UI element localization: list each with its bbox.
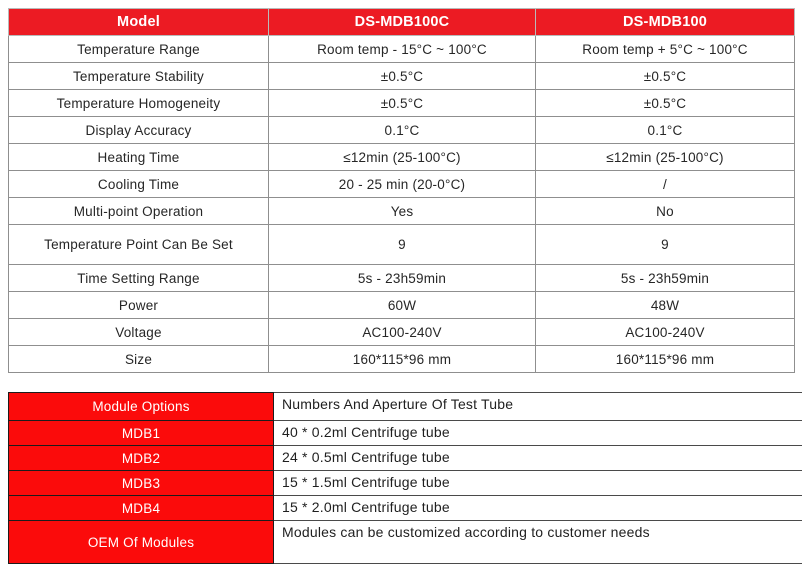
spec-label-cell: Multi-point Operation [9,198,269,225]
module-label-cell: MDB3 [9,471,274,496]
spec-table-body [9,36,795,373]
module-row [9,496,802,521]
spec-row [9,319,795,346]
spec-value-cell-mdb100: ±0.5°C [536,90,795,117]
spec-row [9,90,795,117]
module-label-cell: OEM Of Modules [9,521,274,564]
module-row [9,446,802,471]
column-header-ds-mdb100c: DS-MDB100C [269,9,536,36]
spec-value-cell-mdb100c: 9 [269,225,536,265]
module-value-cell: 24 * 0.5ml Centrifuge tube [274,446,802,471]
module-value-cell: 40 * 0.2ml Centrifuge tube [274,421,802,446]
spec-value-cell-mdb100c: 0.1°C [269,117,536,144]
module-value-cell: 15 * 1.5ml Centrifuge tube [274,471,802,496]
spec-value-cell-mdb100c: 160*115*96 mm [269,346,536,373]
spec-value-cell-mdb100c: 60W [269,292,536,319]
spec-value-cell-mdb100c: ±0.5°C [269,63,536,90]
spec-table [8,8,795,373]
spec-label-cell: Power [9,292,269,319]
spec-value-cell-mdb100c: 20 - 25 min (20-0°C) [269,171,536,198]
spec-table-header [9,9,795,36]
spec-row [9,63,795,90]
spec-value-cell-mdb100c: ≤12min (25-100°C) [269,144,536,171]
spec-label-cell: Heating Time [9,144,269,171]
spec-label-cell: Temperature Homogeneity [9,90,269,117]
module-label-cell: MDB1 [9,421,274,446]
spec-value-cell-mdb100c: Room temp - 15°C ~ 100°C [269,36,536,63]
spec-label-cell: Size [9,346,269,373]
spec-value-cell-mdb100c: Yes [269,198,536,225]
spec-value-cell-mdb100: 48W [536,292,795,319]
module-row [9,421,802,446]
column-header-model: Model [9,9,269,36]
spec-value-cell-mdb100: / [536,171,795,198]
spec-row [9,265,795,292]
spec-value-cell-mdb100c: 5s - 23h59min [269,265,536,292]
spec-value-cell-mdb100: ±0.5°C [536,63,795,90]
spec-label-cell: Time Setting Range [9,265,269,292]
spec-value-cell-mdb100: 5s - 23h59min [536,265,795,292]
spec-row [9,198,795,225]
module-row [9,393,802,421]
module-value-cell: Numbers And Aperture Of Test Tube [274,393,802,421]
spec-row [9,171,795,198]
spec-label-cell: Voltage [9,319,269,346]
spec-value-cell-mdb100: AC100-240V [536,319,795,346]
module-table [8,392,802,564]
module-row [9,521,802,564]
spec-label-cell: Temperature Stability [9,63,269,90]
spec-value-cell-mdb100: ≤12min (25-100°C) [536,144,795,171]
module-row [9,471,802,496]
module-value-cell: Modules can be customized according to customer needs [274,521,802,564]
spec-label-cell: Display Accuracy [9,117,269,144]
spec-value-cell-mdb100: No [536,198,795,225]
module-label-cell: Module Options [9,393,274,421]
spec-value-cell-mdb100: 0.1°C [536,117,795,144]
spec-row [9,117,795,144]
spec-label-cell: Cooling Time [9,171,269,198]
spec-row [9,346,795,373]
spec-header-row [9,9,795,36]
spec-label-cell: Temperature Range [9,36,269,63]
spec-row [9,144,795,171]
spec-value-cell-mdb100c: ±0.5°C [269,90,536,117]
module-table-body [9,393,802,564]
spec-value-cell-mdb100: 9 [536,225,795,265]
spec-row [9,225,795,265]
spec-value-cell-mdb100: 160*115*96 mm [536,346,795,373]
spec-value-cell-mdb100c: AC100-240V [269,319,536,346]
module-label-cell: MDB4 [9,496,274,521]
spec-row [9,292,795,319]
spec-value-cell-mdb100: Room temp + 5°C ~ 100°C [536,36,795,63]
module-label-cell: MDB2 [9,446,274,471]
spec-row [9,36,795,63]
module-value-cell: 15 * 2.0ml Centrifuge tube [274,496,802,521]
column-header-ds-mdb100: DS-MDB100 [536,9,795,36]
spec-label-cell: Temperature Point Can Be Set [9,225,269,265]
